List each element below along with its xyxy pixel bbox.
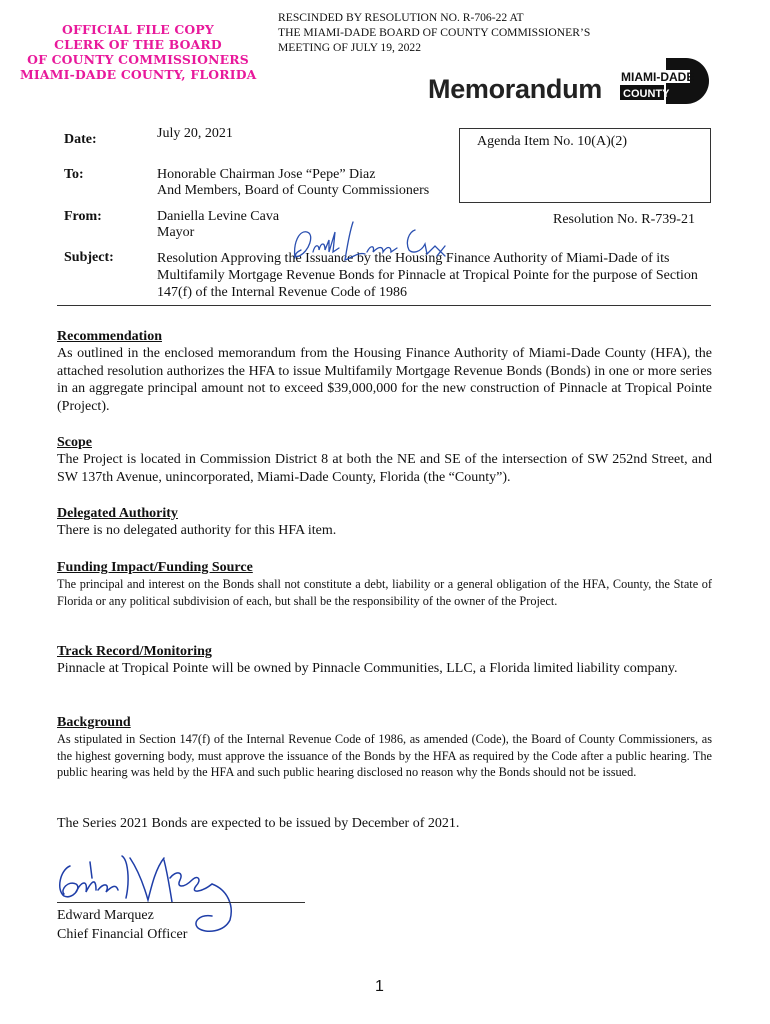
official-file-copy-stamp [20,22,256,82]
section-heading: Scope [57,435,92,450]
rescinded-line: MEETING OF JULY 19, 2022 [278,41,422,54]
section-recommendation [57,328,712,415]
logo-text-line2: COUNTY [623,88,670,100]
date-value: July 20, 2021 [157,126,233,141]
mayor-signature [285,218,465,268]
to-line: Honorable Chairman Jose “Pepe” Diaz [157,167,376,182]
stamp-line: OF COUNTY COMMISSIONERS [27,52,249,67]
miami-dade-county-logo [620,58,712,104]
from-label: From: [64,209,102,224]
from-line: Daniella Levine Cava [157,209,280,224]
rescinded-line: THE MIAMI-DADE BOARD OF COUNTY COMMISSIONER’S [278,26,591,39]
date-label: Date: [64,132,97,147]
to-label: To: [64,167,84,182]
resolution-number: Resolution No. R-739-21 [553,212,695,227]
from-line: Mayor [157,225,195,240]
section-delegated-authority [57,505,712,540]
rescinded-notice [278,10,590,55]
signatory-title: Chief Financial Officer [57,927,188,942]
section-heading: Track Record/Monitoring [57,644,212,659]
section-text: As stipulated in Section 147(f) of the Internal Revenue Code of 1986, as amended (Code), the Board of County Commissioners, as the highest governing body, must approve the issuance of the Bonds by the HFA as required by the Code after a public hearing. The public hearing was held by the HFA and such public hearing disclosed no reason why the Bonds should not be issued. [57,732,712,780]
to-line: And Members, Board of County Commissioners [157,183,430,198]
stamp-line: OFFICIAL FILE COPY [62,22,214,37]
closing-text: The Series 2021 Bonds are expected to be issued by December of 2021. [57,816,460,831]
section-heading: Recommendation [57,329,162,344]
stamp-line: MIAMI-DADE COUNTY, FLORIDA [20,67,257,82]
agenda-item-number: Agenda Item No. 10(A)(2) [477,134,628,149]
section-scope [57,434,712,486]
signatory-name: Edward Marquez [57,908,154,923]
rescinded-line: RESCINDED BY RESOLUTION NO. R-706-22 AT [278,11,524,24]
subject-label: Subject: [64,250,114,265]
section-text: As outlined in the enclosed memorandum from the Housing Finance Authority of Miami-Dade County (HFA), the attached resolution authorizes the HFA to issue Multifamily Mortgage Revenue Bonds (Bonds) in one or more series in an aggregate principal amount not to exceed $39,000,000 for the new construction of Pinnacle at Tropical Pointe (Project). [57,346,712,414]
header-divider [57,305,711,306]
page-number: 1 [375,978,384,995]
signature-line [57,902,305,903]
section-heading: Background [57,715,131,730]
section-text: The principal and interest on the Bonds shall not constitute a debt, liability or a general obligation of the HFA, County, the State of Florida or any political subdivision of each, but shall be the responsibility of the owner of the Project. [57,577,712,608]
section-heading: Delegated Authority [57,506,178,521]
memorandum-title: Memorandum [428,74,603,104]
stamp-line: CLERK OF THE BOARD [54,37,222,52]
section-text: Pinnacle at Tropical Pointe will be owned by Pinnacle Communities, LLC, a Florida limited liability company. [57,661,678,676]
from-sender [157,209,279,241]
section-text: The Project is located in Commission District 8 at both the NE and SE of the intersection of SW 252nd Street, and SW 137th Avenue, unincorporated, Miami-Dade County, Florida (the “County”). [57,452,712,485]
section-background [57,714,712,781]
section-heading: Funding Impact/Funding Source [57,560,253,575]
subject-text: Resolution Approving the Issuance by the Housing Finance Authority of Miami-Dade of its Multifamily Mortgage Revenue Bonds for Pinnacle at Tropical Pointe for the purpose of Section 147(f) of the Internal Revenue Code of 1986 [157,251,698,300]
to-recipients [157,167,429,199]
section-track-record [57,643,712,678]
logo-text-line1: MIAMI-DADE [621,70,695,84]
section-funding-impact [57,559,712,609]
signatory-block [57,906,187,944]
section-text: There is no delegated authority for this HFA item. [57,523,337,538]
